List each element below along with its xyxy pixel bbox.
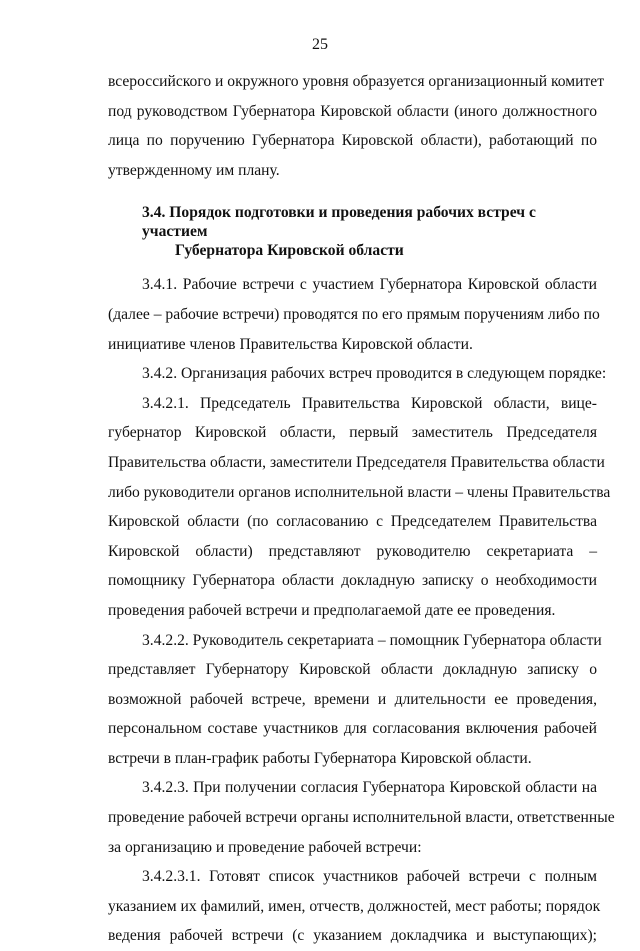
text-line: ведения рабочей встречи (с указанием докладчика и выступающих); xyxy=(108,927,597,945)
text-line: проведения рабочей встречи и предполагаемой дате ее проведения. xyxy=(108,601,556,619)
text-line: Кировской области) представляют руководителю секретариата – xyxy=(108,542,597,560)
paragraph-3-4-2-3 xyxy=(108,773,615,862)
text-line: (далее – рабочие встречи) проводятся по его прямым поручениям либо по xyxy=(108,305,600,323)
text-line: персональном составе участников для согласования включения рабочей xyxy=(108,720,597,738)
text-line: Кировской области (по согласованию с Председателем Правительства xyxy=(108,513,597,531)
text-line: губернатор Кировской области, первый заместитель Председателя xyxy=(108,424,597,442)
paragraph-3-4-1 xyxy=(108,270,600,359)
text-line: проведение рабочей встречи органы исполнительной власти, ответственные xyxy=(108,809,615,827)
paragraph-3-4-2-3-1 xyxy=(108,862,601,951)
text-line: Правительства области, заместители Председателя Правительства области xyxy=(108,453,605,471)
text-line: за организацию и проведение рабочей встречи: xyxy=(108,838,422,856)
text-line: лица по поручению Губернатора Кировской области), работающий по xyxy=(108,132,597,150)
text-line: представляет Губернатору Кировской области докладную записку о xyxy=(108,661,597,679)
text-line: либо руководители органов исполнительной власти – члены Правительства xyxy=(108,483,611,501)
text-line: помощнику Губернатора области докладную записку о необходимости xyxy=(108,572,597,590)
text-line: 3.4.2.3.1. Готовят список участников рабочей встречи с полным xyxy=(142,868,597,886)
paragraph-3-4-2 xyxy=(108,359,607,389)
text-line: 3.4.2.2. Руководитель секретариата – помощник Губернатора области xyxy=(142,631,602,649)
text-line: встречи в план-график работы Губернатора Кировской области. xyxy=(108,749,532,767)
text-line: всероссийского и окружного уровня образуется организационный комитет xyxy=(108,73,605,90)
text-line: инициативе членов Правительства Кировской области. xyxy=(108,335,473,353)
section-heading xyxy=(108,203,597,260)
heading-line: Губернатора Кировской области xyxy=(175,242,404,260)
heading-line: 3.4. Порядок подготовки и проведения рабочих встреч с участием xyxy=(142,204,536,241)
paragraph-intro xyxy=(108,67,605,185)
text-line: 3.4.2. Организация рабочих встреч проводится в следующем порядке: xyxy=(142,365,607,383)
paragraph-3-4-2-2 xyxy=(108,626,602,774)
text-line: под руководством Губернатора Кировской области (иного должностного xyxy=(108,102,597,120)
text-line: возможной рабочей встрече, времени и длительности ее проведения, xyxy=(108,690,597,708)
text-line: 3.4.1. Рабочие встречи с участием Губернатора Кировской области xyxy=(142,276,597,294)
text-line: указанием их фамилий, имен, отчеств, должностей, мест работы; порядок xyxy=(108,897,601,915)
text-line: 3.4.2.1. Председатель Правительства Кировской области, вице- xyxy=(142,394,597,412)
paragraph-3-4-2-1 xyxy=(108,389,611,626)
text-line: утвержденному им плану. xyxy=(108,161,280,179)
document-body xyxy=(108,67,615,951)
text-line: 3.4.2.3. При получении согласия Губернатора Кировской области на xyxy=(142,779,597,797)
page-number: 25 xyxy=(312,36,328,53)
